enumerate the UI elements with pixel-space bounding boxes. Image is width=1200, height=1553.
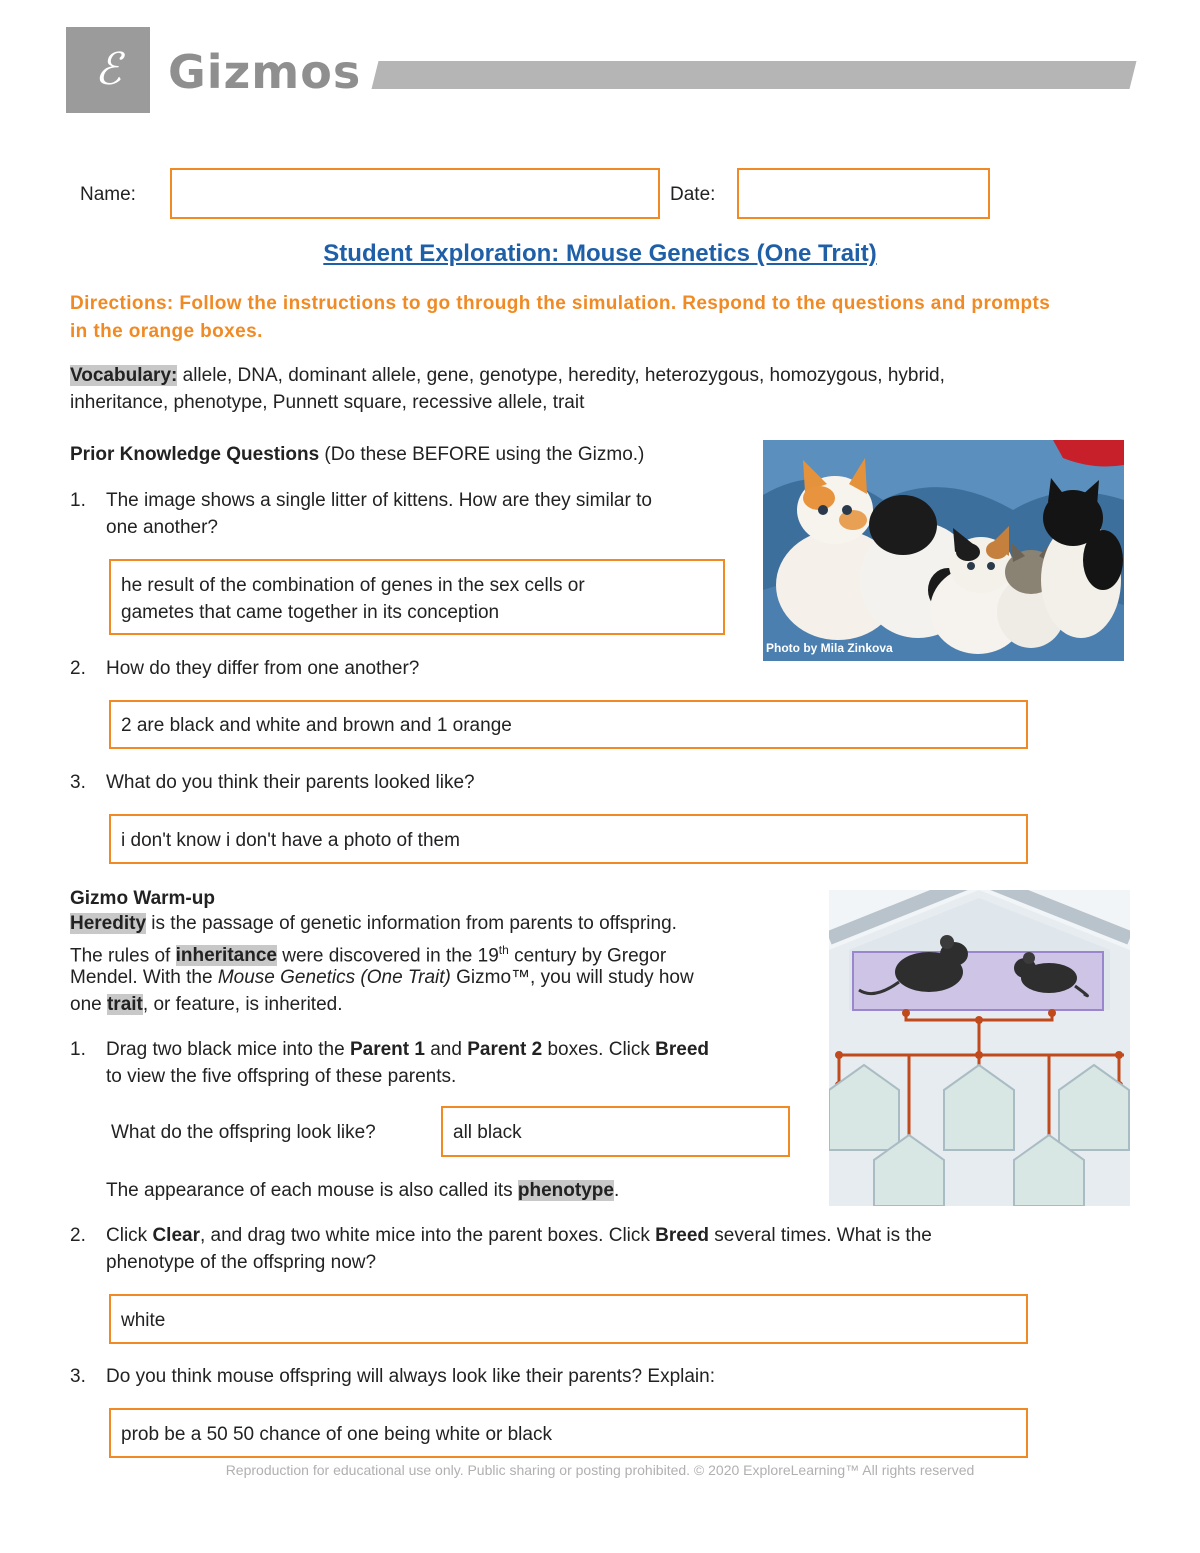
- breed-term-2: Breed: [655, 1225, 710, 1246]
- warmup-q1-a: Drag two black mice into the: [106, 1039, 350, 1060]
- warmup-p2-b: were discovered in the 19: [276, 945, 499, 967]
- warmup-q2-number: 2.: [70, 1225, 86, 1246]
- warmup-q1-line-2: to view the five offspring of these parents.: [106, 1066, 457, 1087]
- warmup-p3-b: Gizmo™, you will study how: [450, 967, 694, 988]
- prior-q1-line-1: The image shows a single litter of kittens. How are they similar to: [106, 490, 652, 511]
- warmup-q3-text: Do you think mouse offspring will always look like their parents? Explain:: [106, 1366, 716, 1387]
- parent2-term: Parent 2: [467, 1039, 543, 1060]
- date-field[interactable]: [737, 168, 990, 219]
- clear-term: Clear: [152, 1225, 200, 1246]
- warmup-q1-line-1: [106, 1036, 709, 1063]
- warmup-paragraph-line-3: [70, 964, 694, 991]
- vocabulary-label: Vocabulary:: [70, 365, 178, 386]
- warmup-q2-a: Click: [106, 1225, 153, 1246]
- superscript-th: th: [498, 943, 509, 957]
- breed-term: Breed: [655, 1039, 710, 1060]
- warmup-paragraph-line-1: [70, 910, 677, 937]
- name-label: Name:: [80, 184, 136, 205]
- warmup-p3-a: Mendel. With the: [70, 967, 218, 988]
- photo-credit: Photo by Mila Zinkova: [766, 641, 893, 655]
- phenotype-b: .: [613, 1180, 620, 1201]
- vocabulary-line-2: inheritance, phenotype, Punnett square, recessive allele, trait: [70, 392, 585, 413]
- warmup-p2-c: century by Gregor: [508, 945, 667, 967]
- phenotype-a: The appearance of each mouse is also called its: [106, 1180, 518, 1201]
- warmup-q1-c: boxes. Click: [542, 1039, 656, 1060]
- prior-q1-number: 1.: [70, 490, 86, 511]
- directions-text: Directions: Follow the instructions to go through the simulation. Respond to the questions and prompts in the orange boxes.: [70, 293, 1051, 342]
- prior-answer-1-line-2: gametes that came together in its conception: [121, 602, 500, 623]
- warmup-answer-2: white: [121, 1310, 166, 1331]
- vocabulary-terms-1: allele, DNA, dominant allele, gene, genotype, heredity, heterozygous, homozygous, hybrid,: [177, 365, 945, 386]
- prior-heading-note: (Do these BEFORE using the Gizmo.): [319, 444, 645, 465]
- warmup-p4-b: , or feature, is inherited.: [142, 994, 343, 1015]
- prior-answer-1-line-1: he result of the combination of genes in the sex cells or: [121, 575, 585, 596]
- prior-answer-3-box[interactable]: [109, 814, 1028, 864]
- warmup-paragraph-line-4: [70, 991, 343, 1018]
- gizmo-name-italic: Mouse Genetics (One Trait): [217, 967, 451, 988]
- prior-answer-2: 2 are black and white and brown and 1 orange: [121, 715, 512, 736]
- warmup-answer-3-box[interactable]: [109, 1408, 1028, 1458]
- brand-name: Gizmos: [168, 45, 362, 99]
- prior-q3-number: 3.: [70, 772, 86, 793]
- name-field[interactable]: [170, 168, 660, 219]
- prior-answer-2-box[interactable]: [109, 700, 1028, 749]
- prior-q2-text: How do they differ from one another?: [106, 658, 420, 679]
- date-label: Date:: [670, 184, 716, 205]
- footer-copyright: Reproduction for educational use only. Public sharing or posting prohibited. © 2020 ExploreLearning™ All rights reserved: [225, 1462, 975, 1478]
- term-phenotype: phenotype: [517, 1180, 614, 1201]
- kittens-photo: [763, 440, 1124, 661]
- warmup-q2-line-2: phenotype of the offspring now?: [106, 1252, 377, 1273]
- warmup-q2-b: , and drag two white mice into the parent boxes. Click: [199, 1225, 656, 1246]
- term-inheritance: inheritance: [175, 945, 277, 967]
- warmup-q3-number: 3.: [70, 1366, 86, 1387]
- prior-heading-bold: Prior Knowledge Questions: [70, 444, 320, 465]
- term-heredity: Heredity: [70, 913, 147, 934]
- page-title: Student Exploration: Mouse Genetics (One Trait): [323, 240, 877, 267]
- warmup-p1-rest: is the passage of genetic information from parents to offspring.: [146, 913, 677, 934]
- warmup-q1-number: 1.: [70, 1039, 86, 1060]
- warmup-q1-b: and: [424, 1039, 468, 1060]
- prior-answer-3: i don't know i don't have a photo of them: [121, 830, 460, 851]
- warmup-answer-2-box[interactable]: [109, 1294, 1028, 1344]
- prior-q2-number: 2.: [70, 658, 86, 679]
- warmup-p2-a: The rules of: [70, 945, 176, 967]
- header-banner: [372, 61, 1137, 89]
- warmup-q2-line-1: [106, 1222, 1106, 1249]
- offspring-question: What do the offspring look like?: [111, 1122, 376, 1143]
- explorelearning-logo-icon: ℰ: [94, 44, 122, 95]
- warmup-answer-3: prob be a 50 50 chance of one being white or black: [121, 1424, 552, 1445]
- gizmo-mouse-breeding-illustration: [829, 890, 1130, 1206]
- warmup-q2-c: several times. What is the: [709, 1225, 932, 1246]
- warmup-heading: Gizmo Warm-up: [70, 888, 215, 909]
- offspring-answer: all black: [453, 1122, 522, 1143]
- parent1-term: Parent 1: [349, 1039, 425, 1060]
- prior-answer-1-box[interactable]: [109, 559, 725, 635]
- warmup-p4-a: one: [70, 994, 107, 1015]
- prior-knowledge-heading: [70, 441, 644, 468]
- phenotype-sentence: [106, 1177, 619, 1204]
- prior-q1-line-2: one another?: [106, 517, 218, 538]
- term-trait: trait: [106, 994, 143, 1015]
- prior-q3-text: What do you think their parents looked like?: [106, 772, 475, 793]
- offspring-answer-box[interactable]: [441, 1106, 790, 1157]
- vocabulary-line-1: [70, 362, 1110, 389]
